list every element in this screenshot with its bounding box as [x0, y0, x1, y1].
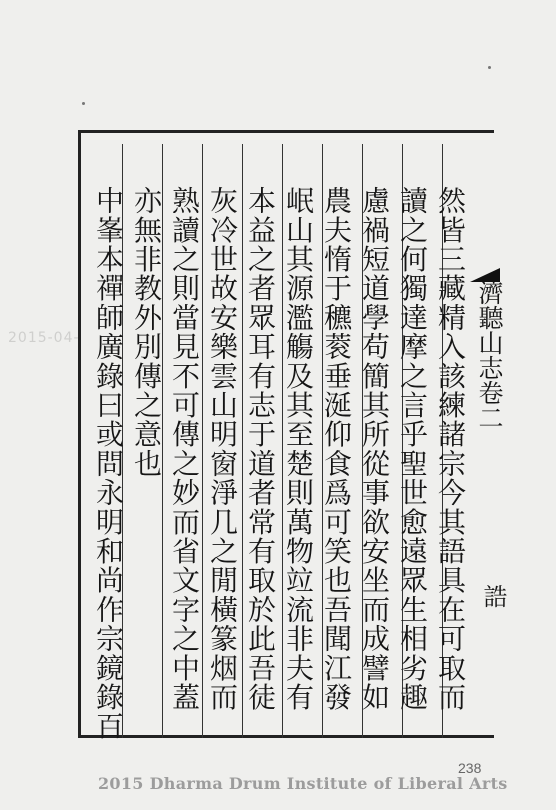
- scan-speck: [488, 66, 491, 69]
- text-column-7: 灰冷世故安樂雲山明窗淨几之閒橫篆烟而: [206, 186, 239, 712]
- scan-speck: [82, 102, 85, 105]
- text-column-4: 農夫惰于穮蓘垂涎仰食爲可笑也吾聞江發: [320, 186, 353, 712]
- text-column-8: 熟讀之則當見不可傳之妙而省文字之中蓋: [168, 186, 201, 712]
- text-column-3: 慮禍短道學苟簡其所從事欲安坐而成譬如: [358, 186, 391, 712]
- text-column-9: 亦無非教外別傳之意也: [130, 186, 163, 478]
- header-side-mark: 誥: [479, 584, 507, 608]
- footer-credit: 2015 Dharma Drum Institute of Liberal Arts: [98, 774, 508, 793]
- text-column-1: 然皆三藏精入該練諸宗今其語具在可取而: [434, 186, 467, 712]
- text-column-5: 岷山其源濫觴及其至楚則萬物竝流非夫有: [282, 186, 315, 712]
- page-number: 238: [458, 760, 482, 776]
- text-column-6: 本益之者眾耳有志于道者常有取於此吾徒: [244, 186, 277, 712]
- text-column-2: 讀之何獨達摩之言乎聖世愈遠眾生相劣趣: [396, 186, 429, 712]
- text-column-10: 中峯本禪師廣錄曰或問永明和尚作宗鏡錄百: [92, 186, 125, 741]
- watermark: 2015-04-: [8, 330, 80, 346]
- header-title: 濟聽山志卷二: [475, 280, 504, 430]
